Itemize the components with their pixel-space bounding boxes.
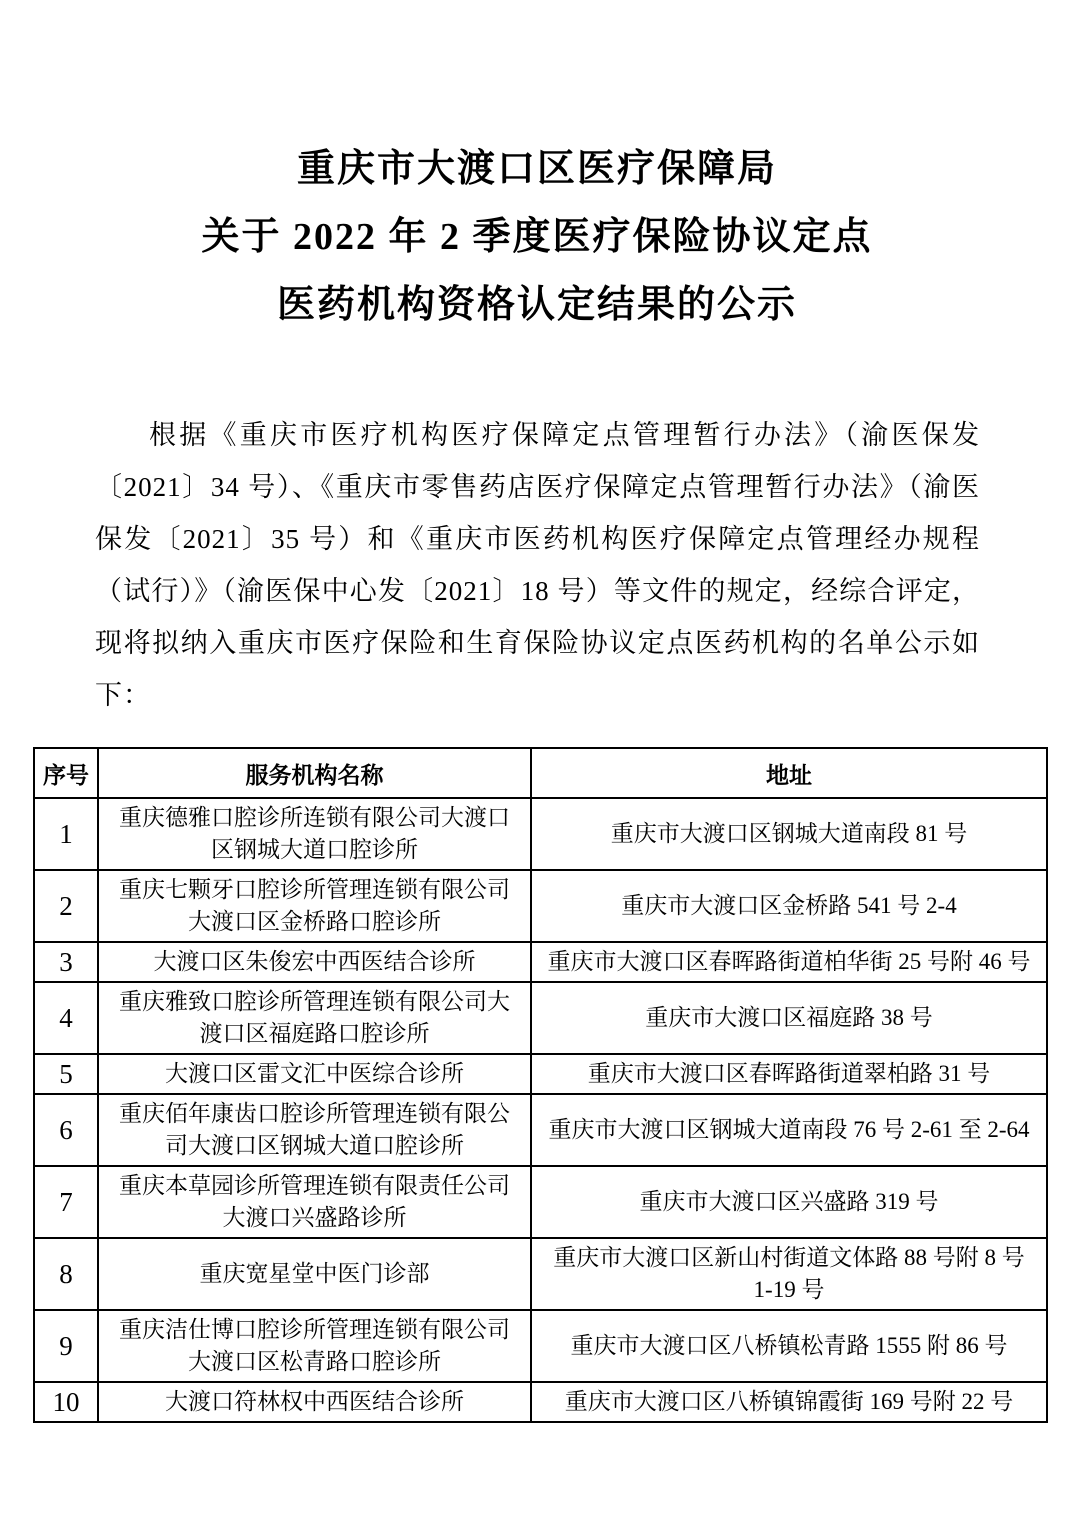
header-cell-number: 序号 — [34, 748, 98, 798]
institution-table — [33, 747, 1048, 1423]
institution-table-wrap — [33, 747, 1046, 1423]
table-row — [34, 1054, 1047, 1094]
row-number-cell: 8 — [34, 1238, 98, 1310]
table-row — [34, 982, 1047, 1054]
address-cell: 重庆市大渡口区春晖路街道柏华街 25 号附 46 号 — [531, 942, 1047, 982]
body-paragraph: 根据《重庆市医疗机构医疗保障定点管理暂行办法》（渝医保发〔2021〕34 号）、《重庆市零售药店医疗保障定点管理暂行办法》（渝医保发〔2021〕35 号）和《重庆市医药机构医疗保障定点管理经办规程（试行）》（渝医保中心发〔2021〕18 号）等文件的规定，经综合评定，现将拟纳入重庆市医疗保险和生育保险协议定点医药机构的名单公示如下： — [95, 420, 980, 710]
row-number-cell: 1 — [34, 798, 98, 870]
table-row — [34, 870, 1047, 942]
header-cell-institution-name: 服务机构名称 — [98, 748, 531, 798]
row-number-cell: 9 — [34, 1310, 98, 1382]
table-row — [34, 798, 1047, 870]
institution-name-cell: 重庆宽星堂中医门诊部 — [98, 1238, 531, 1310]
table-row — [34, 942, 1047, 982]
document-title — [0, 135, 1074, 339]
row-number-cell: 7 — [34, 1166, 98, 1238]
table-row — [34, 1310, 1047, 1382]
address-cell: 重庆市大渡口区八桥镇锦霞街 169 号附 22 号 — [531, 1382, 1047, 1422]
institution-name-cell: 重庆七颗牙口腔诊所管理连锁有限公司大渡口区金桥路口腔诊所 — [98, 870, 531, 942]
institution-name-cell: 大渡口区朱俊宏中西医结合诊所 — [98, 942, 531, 982]
table-row — [34, 1094, 1047, 1166]
table-header-row — [34, 748, 1047, 798]
table-row — [34, 1238, 1047, 1310]
institution-name-cell: 重庆雅致口腔诊所管理连锁有限公司大渡口区福庭路口腔诊所 — [98, 982, 531, 1054]
institution-name-cell: 重庆佰年康齿口腔诊所管理连锁有限公司大渡口区钢城大道口腔诊所 — [98, 1094, 531, 1166]
address-cell: 重庆市大渡口区金桥路 541 号 2-4 — [531, 870, 1047, 942]
title-line-2: 关于 2022 年 2 季度医疗保险协议定点 — [201, 216, 873, 258]
title-line-1: 重庆市大渡口区医疗保障局 — [296, 148, 777, 190]
address-cell: 重庆市大渡口区钢城大道南段 76 号 2-61 至 2-64 — [531, 1094, 1047, 1166]
address-cell: 重庆市大渡口区兴盛路 319 号 — [531, 1166, 1047, 1238]
institution-name-cell: 重庆德雅口腔诊所连锁有限公司大渡口区钢城大道口腔诊所 — [98, 798, 531, 870]
address-cell: 重庆市大渡口区福庭路 38 号 — [531, 982, 1047, 1054]
table-row — [34, 1166, 1047, 1238]
table-row — [34, 1382, 1047, 1422]
institution-table-head — [34, 748, 1047, 798]
institution-name-cell: 大渡口区雷文汇中医综合诊所 — [98, 1054, 531, 1094]
title-line-3: 医药机构资格认定结果的公示 — [276, 284, 797, 326]
address-cell: 重庆市大渡口区春晖路街道翠柏路 31 号 — [531, 1054, 1047, 1094]
institution-name-cell: 大渡口符林权中西医结合诊所 — [98, 1382, 531, 1422]
address-cell: 重庆市大渡口区新山村街道文体路 88 号附 8 号 1-19 号 — [531, 1238, 1047, 1310]
row-number-cell: 3 — [34, 942, 98, 982]
address-cell: 重庆市大渡口区钢城大道南段 81 号 — [531, 798, 1047, 870]
row-number-cell: 10 — [34, 1382, 98, 1422]
row-number-cell: 5 — [34, 1054, 98, 1094]
institution-name-cell: 重庆洁仕博口腔诊所管理连锁有限公司大渡口区松青路口腔诊所 — [98, 1310, 531, 1382]
institution-table-body — [34, 798, 1047, 1422]
header-cell-address: 地址 — [531, 748, 1047, 798]
row-number-cell: 4 — [34, 982, 98, 1054]
institution-name-cell: 重庆本草园诊所管理连锁有限责任公司大渡口兴盛路诊所 — [98, 1166, 531, 1238]
row-number-cell: 2 — [34, 870, 98, 942]
row-number-cell: 6 — [34, 1094, 98, 1166]
address-cell: 重庆市大渡口区八桥镇松青路 1555 附 86 号 — [531, 1310, 1047, 1382]
